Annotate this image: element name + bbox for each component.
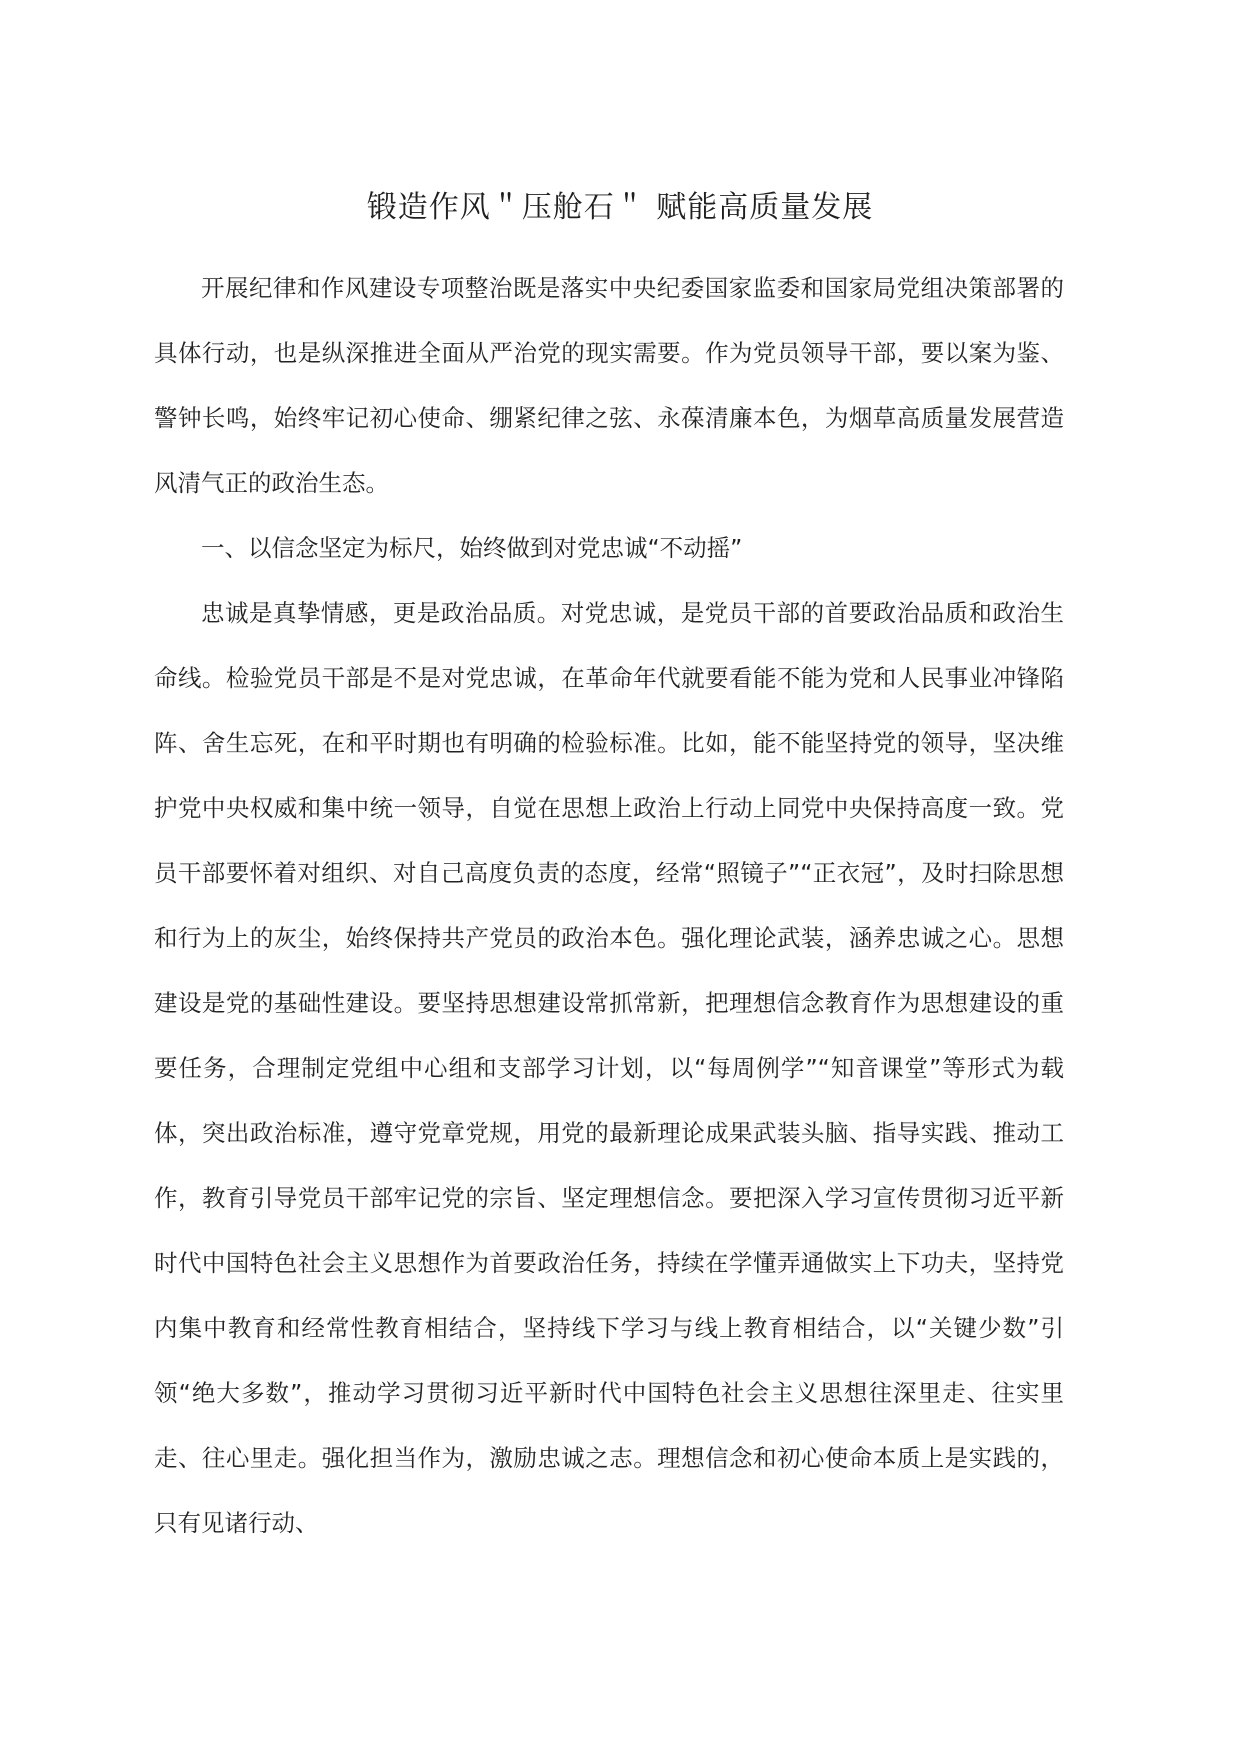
section-heading: 一、以信念坚定为标尺，始终做到对党忠诚“不动摇” — [201, 534, 743, 562]
body-paragraph: 忠诚是真挚情感，更是政治品质。对党忠诚，是党员干部的首要政治品质和政治生命线。检验党员干部是不是对党忠诚，在革命年代就要看能不能为党和人民事业冲锋陷阵、舍生忘死，在和平时期也有明确的检验标准。比如，能不能坚持党的领导，坚决维护党中央权威和集中统一领导，自觉在思想上政治上行动上同党中央保持高度一致。党员干部要怀着对组织、对自己高度负责的态度，经常“照镜子”“正衣冠”，及时扫除思想和行为上的灰尘，始终保持共产党员的政治本色。强化理论武装，涵养忠诚之心。思想建设是党的基础性建设。要坚持思想建设常抓常新，把理想信念教育作为思想建设的重要任务，合理制定党组中心组和支部学习计划，以“每周例学”“知音课堂”等形式为载体，突出政治标准，遵守党章党规，用党的最新理论成果武装头脑、指导实践、推动工作，教育引导党员干部牢记党的宗旨、坚定理想信念。要把深入学习宣传贯彻习近平新时代中国特色社会主义思想作为首要政治任务，持续在学懂弄通做实上下功夫，坚持党内集中教育和经常性教育相结合，坚持线下学习与线上教育相结合，以“关键少数”引领“绝大多数”，推动学习贯彻习近平新时代中国特色社会主义思想往深里走、往实里走、往心里走。强化担当作为，激励忠诚之志。理想信念和初心使命本质上是实践的，只有见诸行动、 — [154, 599, 1064, 1537]
intro-paragraph: 开展纪律和作风建设专项整治既是落实中央纪委国家监委和国家局党组决策部署的具体行动，也是纵深推进全面从严治党的现实需要。作为党员领导干部，要以案为鉴、警钟长鸣，始终牢记初心使命、绷紧纪律之弦、永葆清廉本色，为烟草高质量发展营造风清气正的政治生态。 — [154, 274, 1064, 497]
document-body — [154, 256, 1064, 1556]
document-title: 锻造作风＂压舱石＂ 赋能高质量发展 — [366, 190, 874, 225]
